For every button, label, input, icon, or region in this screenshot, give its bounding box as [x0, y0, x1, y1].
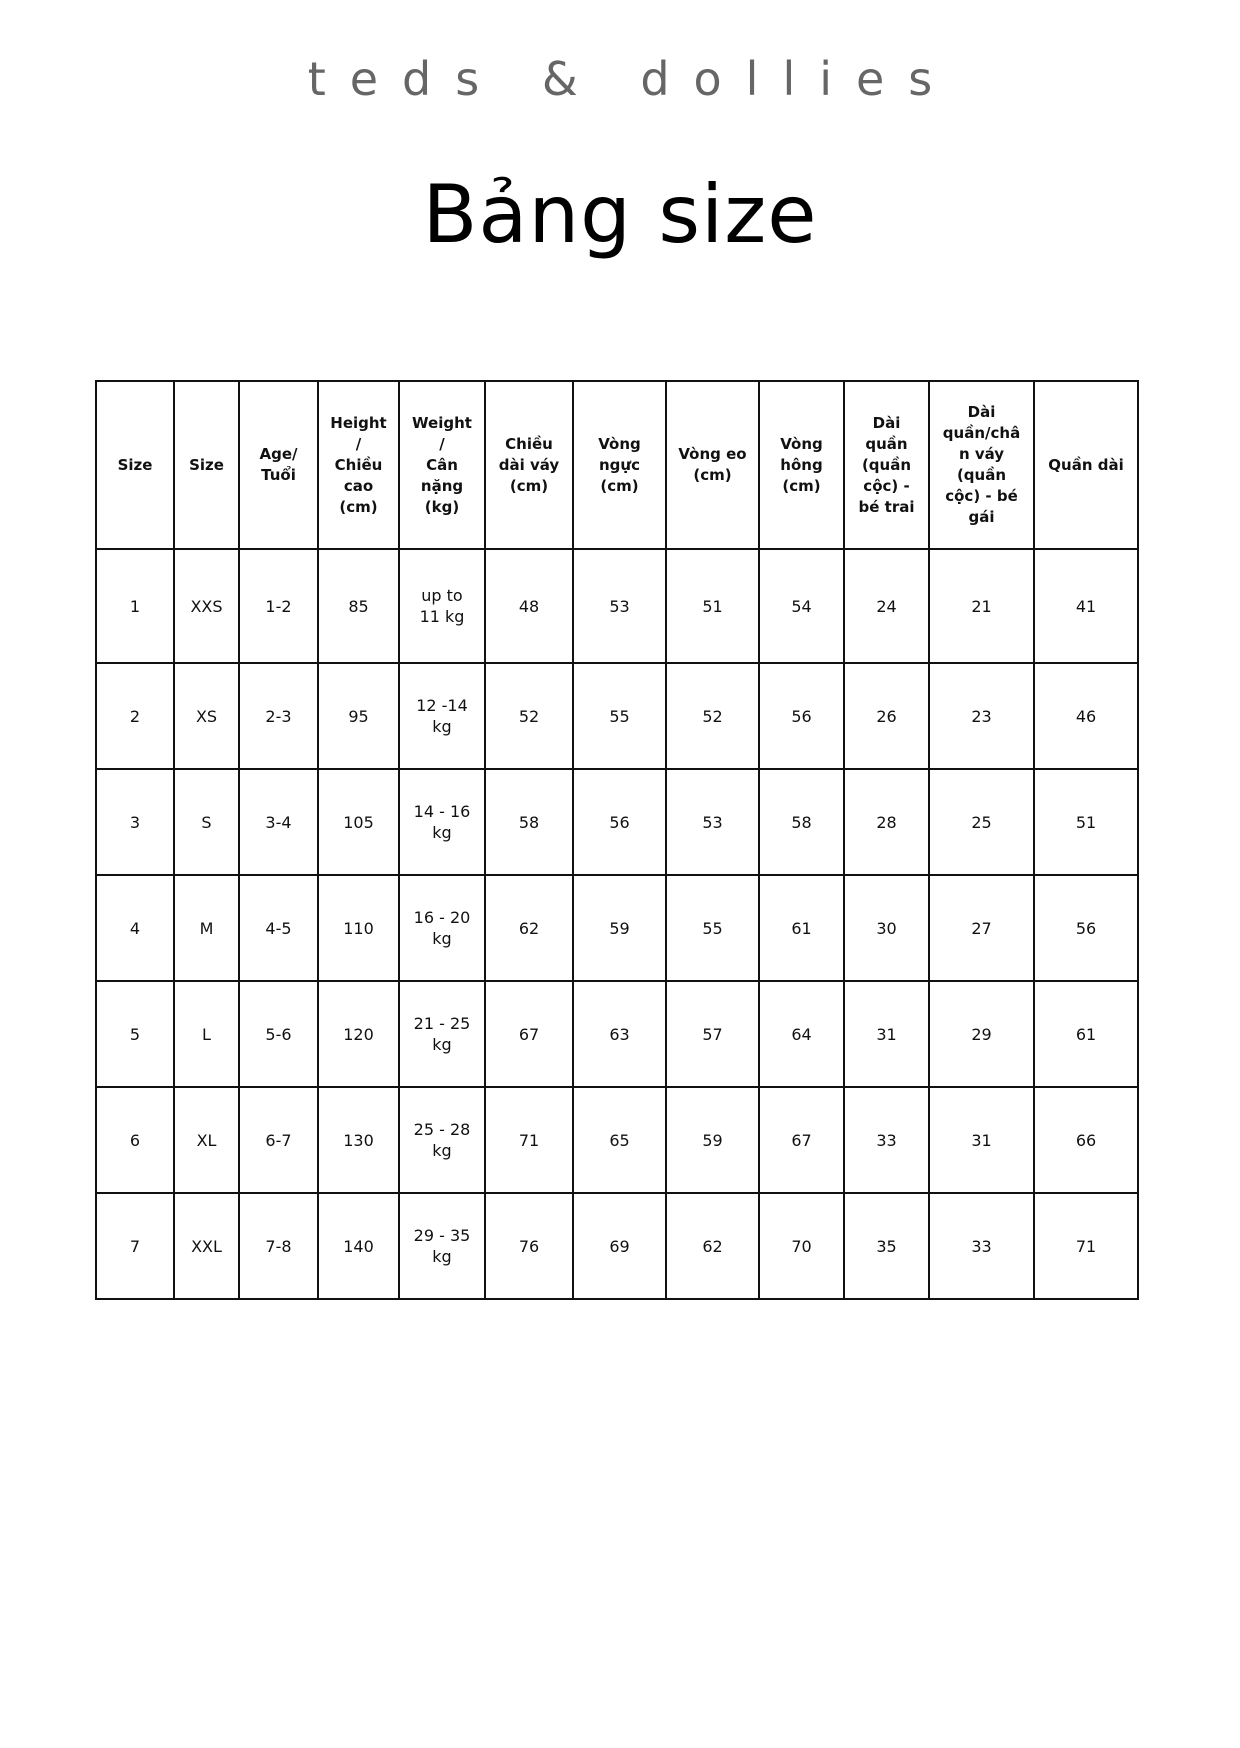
header-cell: Vòng eo (cm)	[666, 381, 759, 549]
table-cell: 64	[759, 981, 844, 1087]
header-cell: Vòng ngực (cm)	[573, 381, 666, 549]
table-cell: 16 - 20 kg	[399, 875, 485, 981]
table-row	[96, 769, 1138, 875]
table-cell: 27	[929, 875, 1034, 981]
table-row	[96, 875, 1138, 981]
header-cell: Quần dài	[1034, 381, 1138, 549]
table-cell: 51	[1034, 769, 1138, 875]
table-cell: 21	[929, 549, 1034, 663]
table-cell: 52	[666, 663, 759, 769]
table-cell: 2-3	[239, 663, 318, 769]
table-cell: 56	[573, 769, 666, 875]
table-cell: 105	[318, 769, 399, 875]
header-cell: Height / Chiều cao (cm)	[318, 381, 399, 549]
table-cell: 21 - 25 kg	[399, 981, 485, 1087]
table-cell: 54	[759, 549, 844, 663]
table-cell: 30	[844, 875, 929, 981]
table-cell: 58	[485, 769, 573, 875]
table-cell: 7	[96, 1193, 174, 1299]
table-cell: 25	[929, 769, 1034, 875]
table-row	[96, 981, 1138, 1087]
table-cell: 33	[929, 1193, 1034, 1299]
table-cell: 25 - 28 kg	[399, 1087, 485, 1193]
table-cell: 62	[666, 1193, 759, 1299]
table-cell: 62	[485, 875, 573, 981]
table-cell: XL	[174, 1087, 239, 1193]
table-cell: up to 11 kg	[399, 549, 485, 663]
table-cell: 55	[573, 663, 666, 769]
table-cell: 6	[96, 1087, 174, 1193]
table-cell: XS	[174, 663, 239, 769]
table-cell: 3-4	[239, 769, 318, 875]
table-cell: 71	[485, 1087, 573, 1193]
table-cell: 1	[96, 549, 174, 663]
table-cell: 57	[666, 981, 759, 1087]
size-table	[95, 380, 1139, 1300]
table-cell: 56	[759, 663, 844, 769]
table-cell: 29	[929, 981, 1034, 1087]
table-row	[96, 549, 1138, 663]
table-row	[96, 1087, 1138, 1193]
table-cell: 53	[666, 769, 759, 875]
table-cell: 28	[844, 769, 929, 875]
table-cell: 4	[96, 875, 174, 981]
table-cell: 61	[1034, 981, 1138, 1087]
table-cell: M	[174, 875, 239, 981]
table-cell: 76	[485, 1193, 573, 1299]
table-cell: 48	[485, 549, 573, 663]
table-cell: 33	[844, 1087, 929, 1193]
header-cell: Size	[174, 381, 239, 549]
table-cell: 59	[573, 875, 666, 981]
table-cell: 71	[1034, 1193, 1138, 1299]
table-cell: 23	[929, 663, 1034, 769]
header-cell: Dài quần (quần cộc) - bé trai	[844, 381, 929, 549]
table-cell: 95	[318, 663, 399, 769]
table-cell: 5-6	[239, 981, 318, 1087]
table-cell: 85	[318, 549, 399, 663]
header-cell: Size	[96, 381, 174, 549]
table-cell: L	[174, 981, 239, 1087]
table-cell: 67	[759, 1087, 844, 1193]
table-cell: 110	[318, 875, 399, 981]
page-title: Bảng size	[422, 168, 818, 261]
table-cell: 70	[759, 1193, 844, 1299]
table-cell: 52	[485, 663, 573, 769]
header-cell: Vòng hông (cm)	[759, 381, 844, 549]
table-cell: XXL	[174, 1193, 239, 1299]
table-cell: 35	[844, 1193, 929, 1299]
brand-name: teds & dollies	[307, 52, 957, 106]
table-cell: 55	[666, 875, 759, 981]
header-cell: Age/ Tuổi	[239, 381, 318, 549]
table-cell: 61	[759, 875, 844, 981]
header-cell: Chiều dài váy (cm)	[485, 381, 573, 549]
table-cell: 1-2	[239, 549, 318, 663]
table-cell: 6-7	[239, 1087, 318, 1193]
table-cell: 56	[1034, 875, 1138, 981]
table-cell: 120	[318, 981, 399, 1087]
table-cell: 7-8	[239, 1193, 318, 1299]
table-cell: 58	[759, 769, 844, 875]
table-cell: 24	[844, 549, 929, 663]
table-cell: 63	[573, 981, 666, 1087]
table-cell: 31	[929, 1087, 1034, 1193]
table-row	[96, 663, 1138, 769]
table-cell: 2	[96, 663, 174, 769]
table-cell: 41	[1034, 549, 1138, 663]
table-cell: 53	[573, 549, 666, 663]
table-cell: S	[174, 769, 239, 875]
table-cell: 69	[573, 1193, 666, 1299]
table-cell: 67	[485, 981, 573, 1087]
table-cell: 29 - 35 kg	[399, 1193, 485, 1299]
table-cell: 51	[666, 549, 759, 663]
table-cell: 5	[96, 981, 174, 1087]
table-cell: 26	[844, 663, 929, 769]
table-cell: 46	[1034, 663, 1138, 769]
table-cell: 130	[318, 1087, 399, 1193]
header-cell: Weight / Cân nặng (kg)	[399, 381, 485, 549]
table-cell: 66	[1034, 1087, 1138, 1193]
table-cell: 140	[318, 1193, 399, 1299]
header-row	[96, 381, 1138, 549]
table-cell: 65	[573, 1087, 666, 1193]
table-cell: 3	[96, 769, 174, 875]
table-cell: 31	[844, 981, 929, 1087]
header-cell: Dài quần/châ n váy (quần cộc) - bé gái	[929, 381, 1034, 549]
table-cell: XXS	[174, 549, 239, 663]
table-cell: 14 - 16 kg	[399, 769, 485, 875]
table-cell: 4-5	[239, 875, 318, 981]
table-row	[96, 1193, 1138, 1299]
table-cell: 59	[666, 1087, 759, 1193]
table-cell: 12 -14 kg	[399, 663, 485, 769]
